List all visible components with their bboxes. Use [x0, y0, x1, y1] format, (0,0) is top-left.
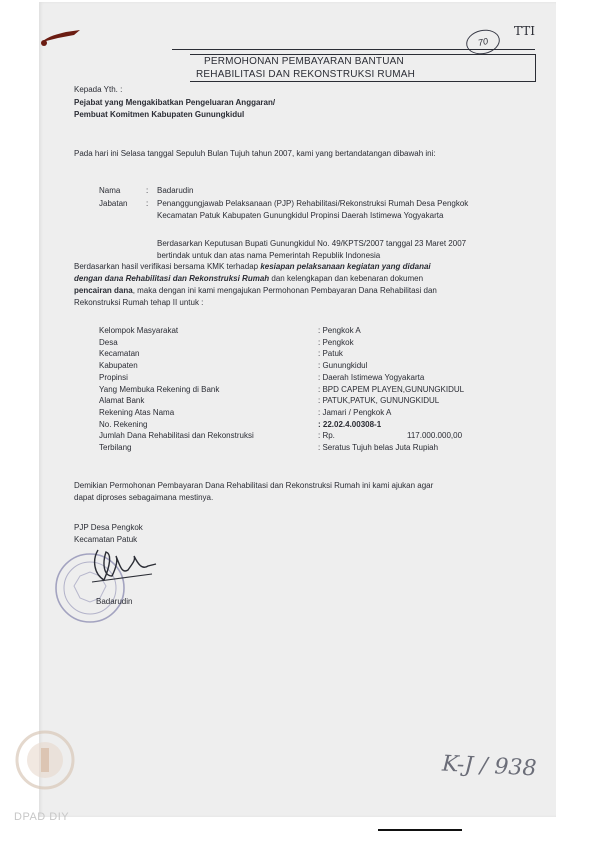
paragraph-3-text: , maka dengan ini kami mengajukan Permohonan Pembayaran Dana Rehabilitasi dan — [132, 286, 437, 295]
detail-label: No. Rekening — [99, 419, 148, 429]
closing-line-1: Demikian Permohonan Pembayaran Dana Rehabilitasi dan Rekonstruksi Rumah ini kami ajukan agar — [74, 481, 434, 490]
detail-value: : BPD CAPEM PLAYEN,GUNUNGKIDUL — [318, 384, 465, 394]
paragraph-line-1 — [74, 262, 431, 271]
name-label: Nama — [99, 186, 121, 195]
detail-label: Desa — [99, 337, 118, 347]
signer-name: Badarudin — [96, 597, 133, 606]
paragraph-line-3 — [74, 286, 437, 295]
name-colon: : — [146, 186, 149, 195]
paragraph-2-text: dan kelengkapan dan kebenaran dokumen — [271, 274, 424, 283]
detail-value: : Gunungkidul — [318, 361, 368, 371]
detail-label: Yang Membuka Rekening di Bank — [99, 384, 220, 394]
detail-value: : Daerah Istimewa Yogyakarta — [318, 372, 425, 382]
detail-value: : Jamari / Pengkok A — [318, 407, 392, 417]
watermark-text: DPAD DIY — [14, 811, 70, 823]
detail-label: Kelompok Masyarakat — [99, 326, 179, 335]
detail-value: : Pengkok A — [318, 326, 361, 335]
detail-label: Rekening Atas Nama — [99, 407, 175, 417]
paragraph-3-emphasis: pencairan dana — [74, 286, 133, 295]
paragraph-line-2 — [74, 274, 423, 283]
decree-line-1: Berdasarkan Keputusan Bupati Gunungkidul No. 49/KPTS/2007 tanggal 23 Maret 2007 — [157, 239, 467, 248]
detail-value: : PATUK,PATUK, GUNUNGKIDUL — [318, 396, 440, 406]
document-title-line-2: REHABILITASI DAN REKONSTRUKSI RUMAH — [196, 69, 416, 80]
archive-logo-watermark — [14, 726, 76, 796]
detail-label: Alamat Bank — [99, 396, 145, 406]
position-label: Jabatan — [99, 199, 128, 208]
decree-line-2: bertindak untuk dan atas nama Pemerintah Republik Indonesia — [157, 251, 381, 260]
paragraph-2-emphasis: dengan dana Rehabilitasi dan Rekonstruksi Rumah — [74, 274, 270, 283]
ink-stain-mark — [40, 28, 86, 50]
corner-mark: TTI — [514, 24, 535, 38]
detail-value: : Rp. — [318, 431, 335, 441]
detail-label: Kabupaten — [99, 361, 138, 371]
addressee-line-2: Pembuat Komitmen Kabupaten Gunungkidul — [74, 110, 245, 119]
detail-label: Kecamatan — [99, 349, 140, 359]
position-value-line-1: Penanggungjawab Pelaksanaan (PJP) Rehabilitasi/Rekonstruksi Rumah Desa Pengkok — [157, 199, 469, 208]
bottom-edge-mark — [378, 829, 462, 831]
official-stamp-and-signature — [52, 546, 172, 634]
closing-line-2: dapat diproses sebagaimana mestinya. — [74, 493, 214, 502]
detail-value: : 22.02.4.00308-1 — [318, 419, 382, 429]
detail-value: : Patuk — [318, 349, 343, 359]
document-title-line-1: PERMOHONAN PEMBAYARAN BANTUAN — [204, 56, 404, 67]
paragraph-line-4: Rekonstruksi Rumah tehap II untuk : — [74, 298, 204, 307]
detail-value: : Pengkok — [318, 337, 354, 347]
paragraph-1-emphasis: kesiapan pelaksanaan kegiatan yang didanai — [260, 262, 431, 271]
page-number-circle: 70 — [464, 27, 502, 58]
detail-value: : Seratus Tujuh belas Juta Rupiah — [318, 443, 439, 452]
position-value-line-2: Kecamatan Patuk Kabupaten Gunungkidul Propinsi Daerah Istimewa Yogyakarta — [157, 211, 444, 220]
detail-amount: 117.000.000,00 — [407, 431, 463, 441]
paragraph-1-text: Berdasarkan hasil verifikasi bersama KMK terhadap — [74, 262, 259, 271]
signer-role-2: Kecamatan Patuk — [74, 535, 138, 544]
detail-label: Jumlah Dana Rehabilitasi dan Rekonstruksi — [99, 431, 254, 441]
title-top-rule — [172, 49, 535, 50]
handwritten-note: K-J / 938 — [441, 751, 538, 782]
position-colon: : — [146, 199, 149, 208]
detail-label: Terbilang — [99, 443, 132, 452]
signer-role-1: PJP Desa Pengkok — [74, 523, 143, 532]
detail-label: Propinsi — [99, 372, 128, 382]
addressee-line-1: Pejabat yang Mengakibatkan Pengeluaran Anggaran/ — [74, 98, 276, 107]
opening-text: Pada hari ini Selasa tanggal Sepuluh Bulan Tujuh tahun 2007, kami yang bertandatangan dibawah ini: — [74, 149, 436, 158]
name-value: Badarudin — [157, 186, 194, 195]
addressee-intro: Kepada Yth. : — [74, 85, 123, 94]
